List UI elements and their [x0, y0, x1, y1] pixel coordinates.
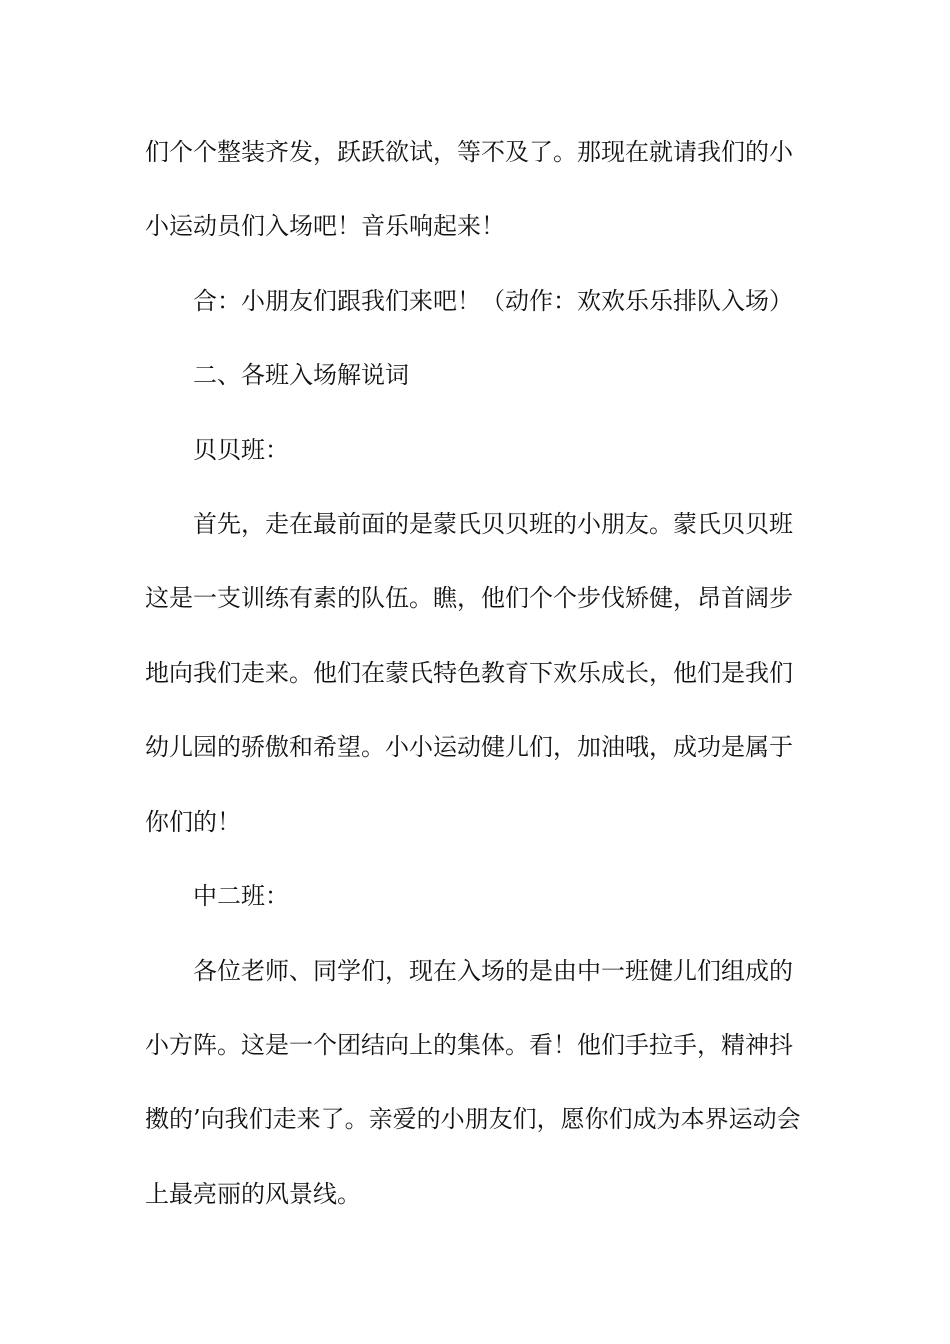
paragraph-line: 首先，走在最前面的是蒙氏贝贝班的小朋友。蒙氏贝贝班: [193, 510, 793, 538]
paragraph-line: 小运动员们入场吧！音乐响起来！: [145, 212, 505, 240]
paragraph-line: 合：小朋友们跟我们来吧！（动作：欢欢乐乐排队入场）: [193, 287, 793, 315]
class-heading-zhonger: 中二班：: [193, 882, 289, 910]
paragraph-line: 幼儿园的骄傲和希望。小小运动健儿们，加油哦，成功是属于: [145, 733, 793, 761]
paragraph-line: 小方阵。这是一个团结向上的集体。看！他们手拉手，精神抖: [145, 1031, 793, 1059]
section-heading: 二、各班入场解说词: [193, 361, 409, 389]
paragraph-line: 各位老师、同学们，现在入场的是由中一班健儿们组成的: [193, 957, 793, 985]
paragraph-line: 你们的！: [145, 808, 241, 836]
paragraph-line: 擞的’向我们走来了。亲爱的小朋友们，愿你们成为本界运动会: [145, 1105, 801, 1133]
paragraph-line: 这是一支训练有素的队伍。瞧，他们个个步伐矫健，昂首阔步: [145, 584, 793, 612]
class-heading-beibei: 贝贝班：: [193, 436, 289, 464]
paragraph-line: 地向我们走来。他们在蒙氏特色教育下欢乐成长，他们是我们: [145, 659, 793, 687]
paragraph-line: 上最亮丽的风景线。: [145, 1180, 361, 1208]
paragraph-line: 们个个整装齐发，跃跃欲试，等不及了。那现在就请我们的小: [145, 138, 793, 166]
